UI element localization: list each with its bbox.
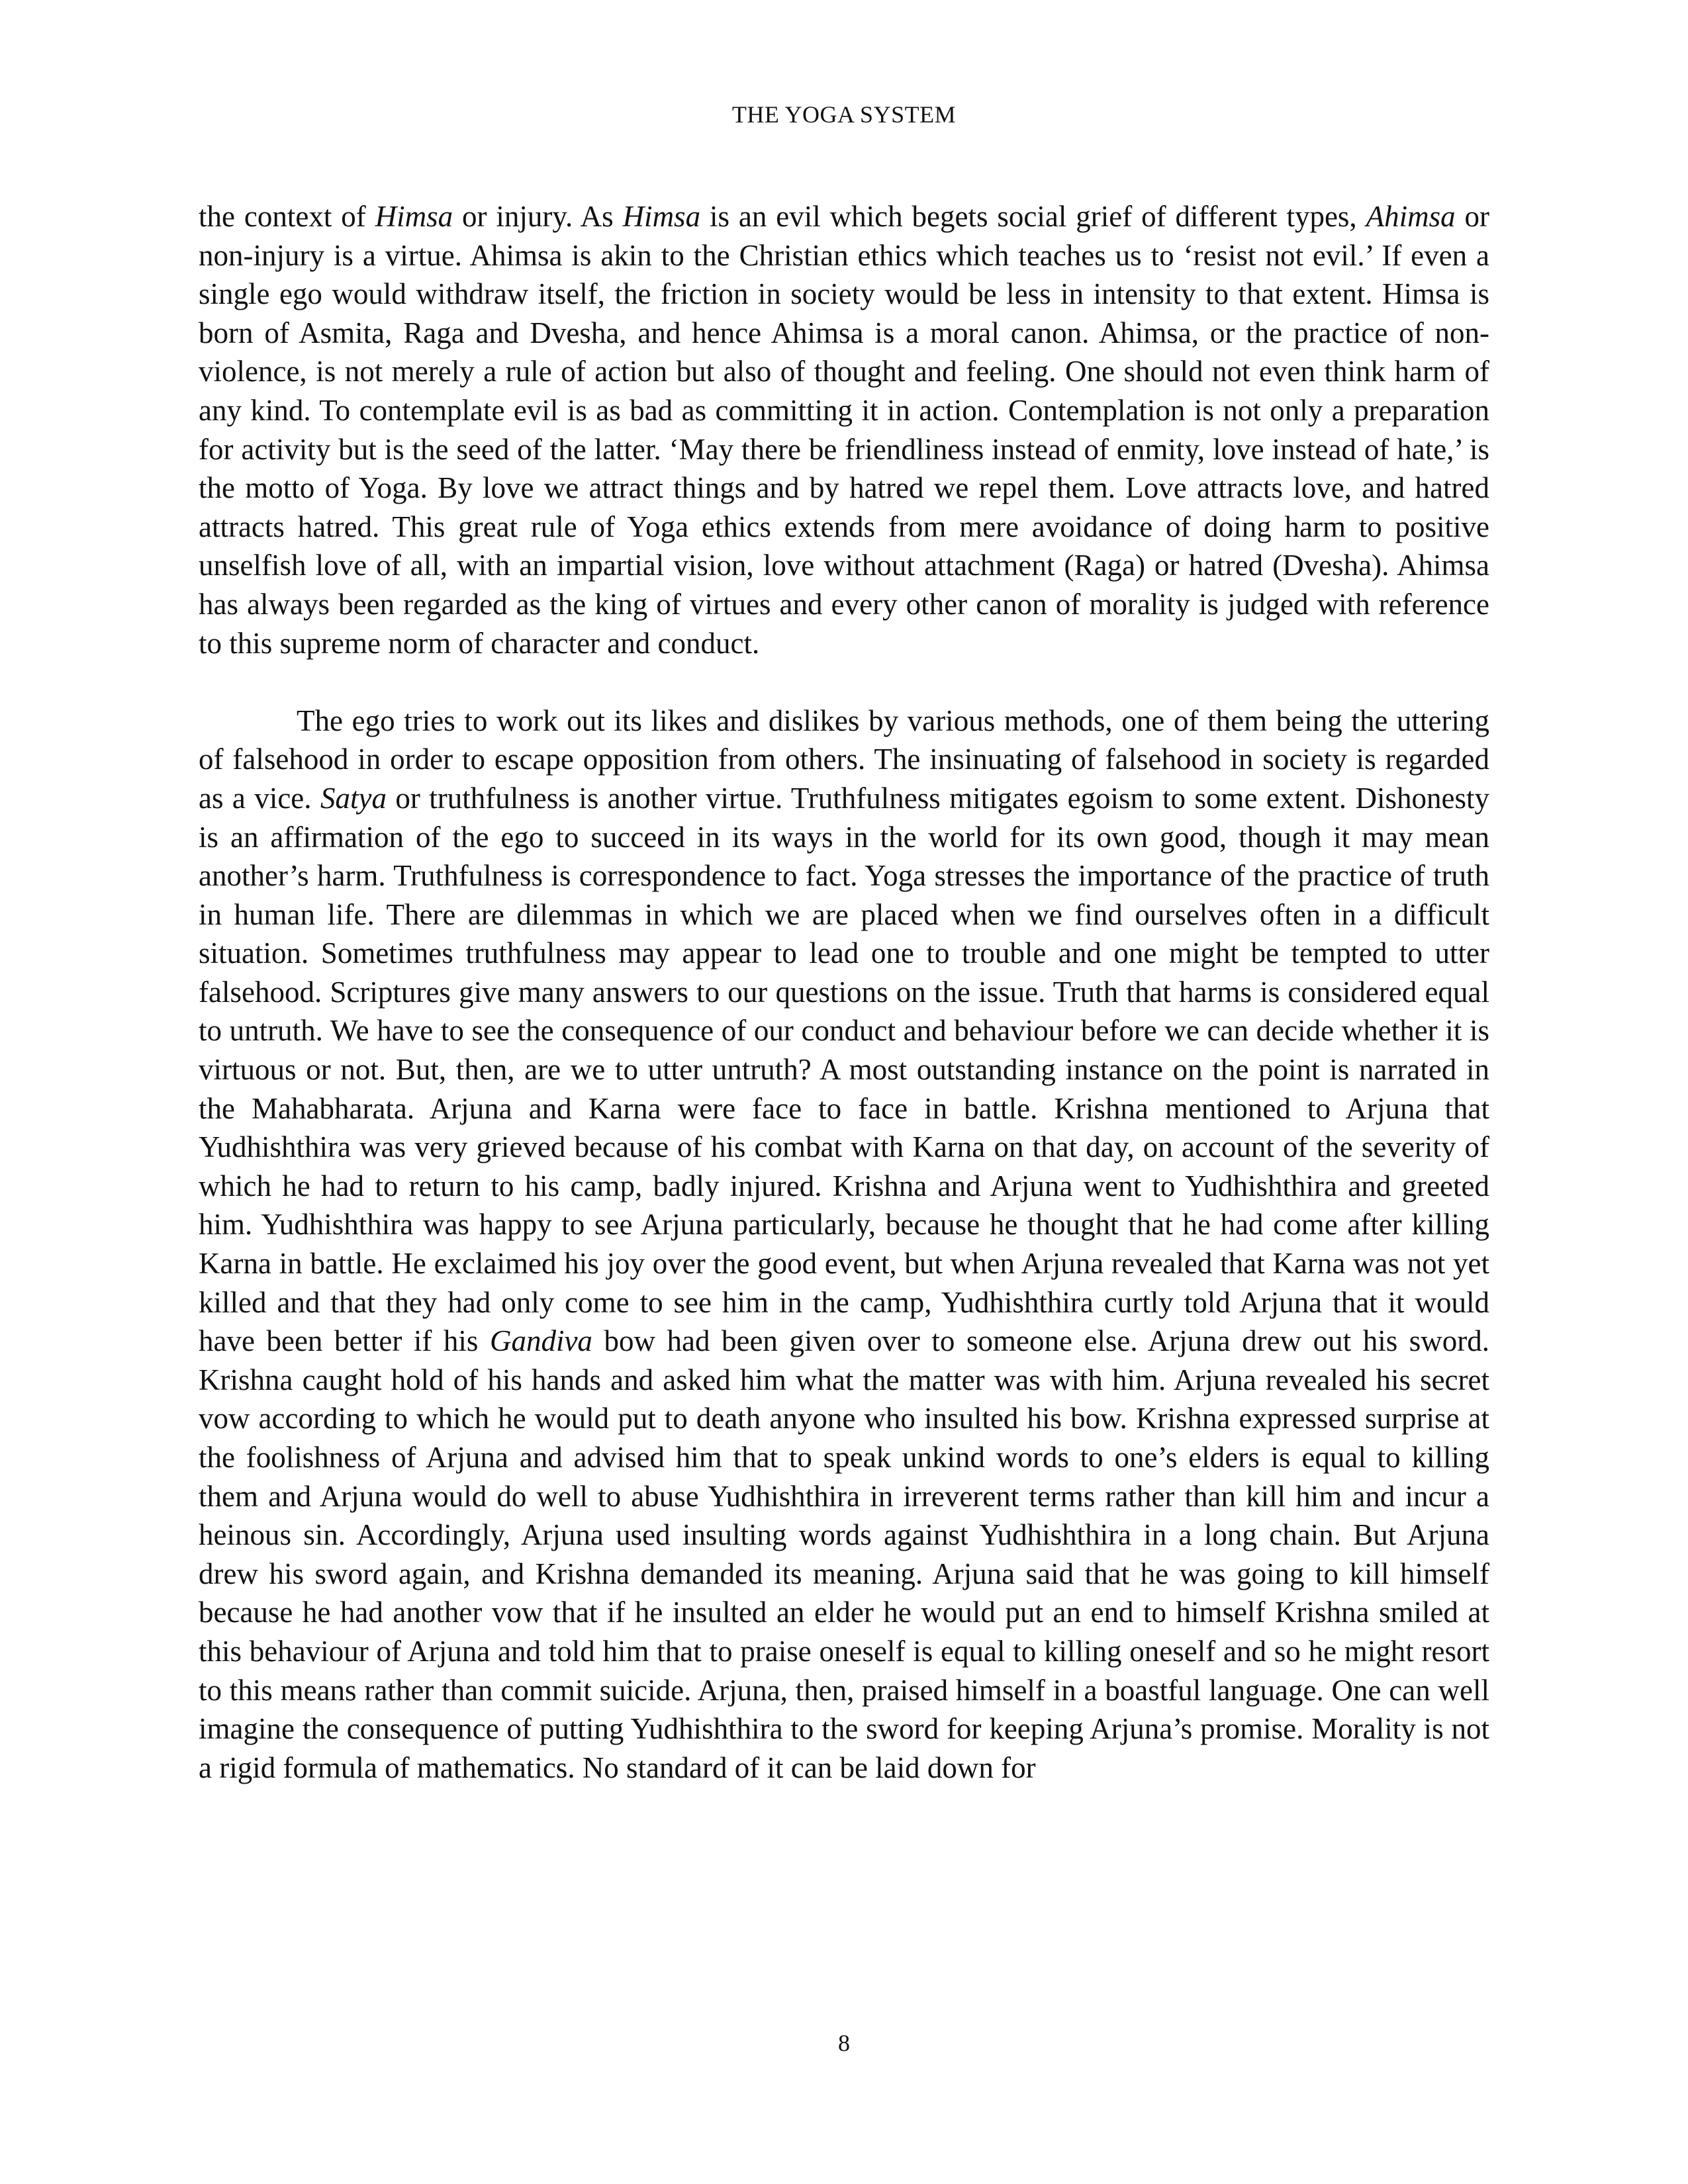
text-run: or non-injury is a virtue. Ahimsa is akin to the Christian ethics which teaches us to ‘resist not evil.’ If even a single ego would withdraw itself, the friction in society would be less in intensity to that extent. Himsa is born of Asmita, Raga and Dvesha, and hence Ahimsa is a moral canon. Ahimsa, or the practice of non-violence, is not merely a rule of action but also of thought and feeling. One should not even think harm of any kind. To contemplate evil is as bad as committing it in action. Contemplation is not only a preparation for activity but is the seed of the latter. ‘May there be friendliness instead of enmity, love instead of hate,’ is the motto of Yoga. By love we attract things and by hatred we repel them. Love attracts love, and hatred attracts hatred. This great rule of Yoga ethics extends from mere avoidance of doing harm to positive unselfish love of all, with an impartial vision, love without attachment (Raga) or hatred (Dvesha). Ahimsa has always been regarded as the king of virtues and every other canon of morality is judged with reference to this supreme norm of character and conduct. (199, 200, 1489, 660)
text-run: is an evil which begets social grief of different types, (700, 200, 1366, 233)
text-run: or injury. As (453, 200, 623, 233)
italic-term: Gandiva (489, 1324, 592, 1358)
running-header: THE YOGA SYSTEM (731, 101, 957, 128)
italic-term: Satya (320, 781, 387, 815)
text-run: bow had been given over to someone else. Arjuna drew out his sword. Krishna caught hold of his hands and asked him what the matter was with him. Arjuna revealed his secret vow according to which he would put to death anyone who insulted his bow. Krishna expressed surprise at the foolishness of Arjuna and advised him that to speak unkind words to one’s elders is equal to killing them and Arjuna would do well to abuse Yudhishthira in irreverent terms rather than kill him and incur a heinous sin. Accordingly, Arjuna used insulting words against Yudhishthira in a long chain. But Arjuna drew his sword again, and Krishna demanded its meaning. Arjuna said that he was going to kill himself because he had another vow that if he insulted an elder he would put an end to himself Krishna smiled at this behaviour of Arjuna and told him that to praise oneself is equal to killing oneself and so he might resort to this means rather than commit suicide. Arjuna, then, praised himself in a boastful language. One can well imagine the consequence of putting Yudhishthira to the sword for keeping Arjuna’s promise. Morality is not a rigid formula of mathematics. No standard of it can be laid down for (199, 1324, 1489, 1784)
page-body (199, 197, 1489, 1787)
text-run: the context of (199, 200, 375, 233)
italic-term: Himsa (375, 200, 453, 233)
paragraph-satya (199, 702, 1489, 1788)
text-run: or truthfulness is another virtue. Truthfulness mitigates egoism to some extent. Dishonesty is an affirmation of the ego to succeed in its ways in the world for its own good, though it may mean another’s harm. Truthfulness is correspondence to fact. Yoga stresses the importance of the practice of truth in human life. There are dilemmas in which we are placed when we find ourselves often in a difficult situation. Sometimes truthfulness may appear to lead one to trouble and one might be tempted to utter falsehood. Scriptures give many answers to our questions on the issue. Truth that harms is considered equal to untruth. We have to see the consequence of our conduct and behaviour before we can decide whether it is virtuous or not. But, then, are we to utter untruth? A most outstanding instance on the point is narrated in the Mahabharata. Arjuna and Karna were face to face in battle. Krishna mentioned to Arjuna that Yudhishthira was very grieved because of his combat with Karna on that day, on account of the severity of which he had to return to his camp, badly injured. Krishna and Arjuna went to Yudhishthira and greeted him. Yudhishthira was happy to see Arjuna particularly, because he thought that he had come after killing Karna in battle. He exclaimed his joy over the good event, but when Arjuna revealed that Karna was not yet killed and that they had only come to see him in the camp, Yudhishthira curtly told Arjuna that it would have been better if his (199, 781, 1489, 1358)
page-number: 8 (838, 2030, 850, 2056)
text-run: The ego tries to work out its likes and dislikes by various methods, one of them being the uttering of falsehood in order to escape opposition from others. The insinuating of falsehood in society is regarded as a vice. (199, 704, 1489, 815)
paragraph-ahimsa (199, 197, 1489, 662)
italic-term: Himsa (622, 200, 701, 233)
italic-term: Ahimsa (1366, 200, 1456, 233)
